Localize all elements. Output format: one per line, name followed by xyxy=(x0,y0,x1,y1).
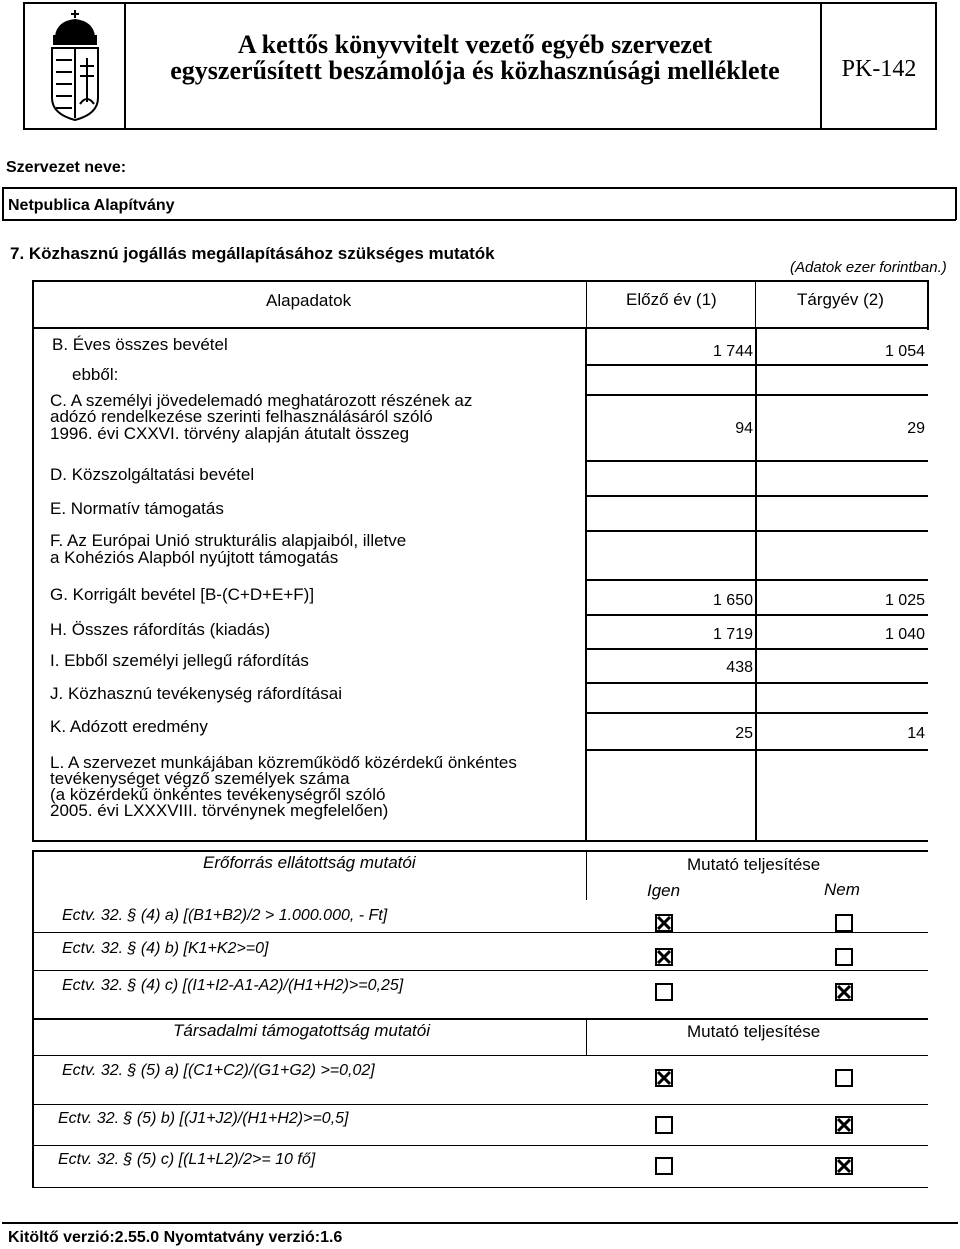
soc-a-no-checkbox[interactable] xyxy=(835,1069,853,1087)
row-label-l-2: tevékenységet végző személyek száma xyxy=(50,769,350,788)
social-perf-title: Mutató teljesítése xyxy=(687,1022,821,1041)
resources-no-header: Nem xyxy=(824,880,860,899)
res-row-a-label: Ectv. 32. § (4) a) [(B1+B2)/2 > 1.000.000, - Ft] xyxy=(62,907,388,924)
footer-line xyxy=(2,1222,958,1224)
res-c-yes-checkbox[interactable] xyxy=(655,983,673,1001)
soc-a-yes-checkbox[interactable] xyxy=(655,1069,673,1087)
soc-row-a-label: Ectv. 32. § (5) a) [(C1+C2)/(G1+G2) >=0,02] xyxy=(62,1062,375,1079)
res-c-no-checkbox[interactable] xyxy=(835,983,853,1001)
checkmark-x-icon xyxy=(837,1159,851,1173)
table-bottom xyxy=(32,840,586,842)
soc-c-yes-checkbox[interactable] xyxy=(655,1157,673,1175)
row-label-l-1: L. A szervezet munkájában közreműködő közérdekű önkéntes xyxy=(50,753,517,772)
form-title-line2: egyszerűsített beszámolója és közhasznúsági melléklete xyxy=(170,56,780,85)
row-line xyxy=(586,712,928,714)
row-line xyxy=(586,749,928,751)
row-line xyxy=(586,364,928,366)
col-divider-base xyxy=(586,280,587,328)
resources-yes-header: Igen xyxy=(647,881,681,900)
row-g-curr: 1 025 xyxy=(884,592,925,609)
resources-perf-title: Mutató teljesítése xyxy=(687,855,821,874)
res-row-line xyxy=(32,932,928,933)
social-header-line xyxy=(32,1055,928,1056)
row-k-prev: 25 xyxy=(735,725,753,742)
row-label-g: G. Korrigált bevétel [B-(C+D+E+F)] xyxy=(50,585,315,604)
col-header-curr: Tárgyév (2) xyxy=(797,290,884,309)
row-line xyxy=(586,530,928,532)
row-line xyxy=(586,840,928,842)
row-label-h: H. Összes ráfordítás (kiadás) xyxy=(50,620,271,639)
table-header-bottom xyxy=(32,327,928,329)
soc-c-no-checkbox[interactable] xyxy=(835,1157,853,1175)
footer-version: Kitöltő verzió:2.55.0 Nyomtatvány verzió:1.6 xyxy=(8,1229,343,1246)
hungarian-coat-of-arms-icon xyxy=(44,6,106,124)
checkmark-x-icon xyxy=(837,1118,851,1132)
row-i-prev: 438 xyxy=(726,659,753,676)
row-c-prev: 94 xyxy=(735,420,753,437)
res-row-c-label: Ectv. 32. § (4) c) [(I1+I2-A1-A2)/(H1+H2)>=0,25] xyxy=(62,977,404,994)
row-line xyxy=(586,460,928,462)
social-left xyxy=(32,1018,34,1188)
col-divider-prev xyxy=(755,280,756,328)
res-a-no-checkbox[interactable] xyxy=(835,914,853,932)
soc-b-yes-checkbox[interactable] xyxy=(655,1116,673,1134)
res-a-yes-checkbox[interactable] xyxy=(655,914,673,932)
soc-row-line xyxy=(32,1145,928,1146)
resources-top xyxy=(32,850,928,852)
resources-left xyxy=(32,850,34,1020)
org-box-right xyxy=(955,187,957,220)
checkmark-x-icon xyxy=(657,1071,671,1085)
form-title-line1: A kettős könyvvitelt vezető egyéb szervezet xyxy=(237,30,713,59)
row-c-curr: 29 xyxy=(907,420,925,437)
res-row-line xyxy=(32,970,928,971)
soc-row-line xyxy=(32,1104,928,1105)
row-line xyxy=(586,614,928,616)
org-name-value: Netpublica Alapítvány xyxy=(8,197,175,214)
row-line xyxy=(586,682,928,684)
row-label-l-3: (a közérdekű önkéntes tevékenységről szóló xyxy=(50,785,386,804)
row-line xyxy=(586,648,928,650)
checkmark-x-icon xyxy=(657,950,671,964)
row-label-i: I. Ebből személyi jellegű ráfordítás xyxy=(50,651,309,670)
row-label-l-4: 2005. évi LXXXVIII. törvénynek megfelelően) xyxy=(50,801,389,820)
table-left xyxy=(32,280,34,840)
row-label-j: J. Közhasznú tevékenység ráfordításai xyxy=(50,684,342,703)
header-divider-left xyxy=(124,2,126,130)
res-row-b-label: Ectv. 32. § (4) b) [K1+K2>=0] xyxy=(62,940,269,957)
unit-note: (Adatok ezer forintban.) xyxy=(790,259,947,276)
row-b-prev: 1 744 xyxy=(712,343,753,360)
social-top xyxy=(32,1018,928,1020)
row-line xyxy=(586,495,928,497)
row-h-prev: 1 719 xyxy=(712,626,753,643)
row-line xyxy=(586,394,928,396)
row-label-f-2: a Kohéziós Alapból nyújtott támogatás xyxy=(50,548,339,567)
row-line xyxy=(586,579,928,581)
org-box-top xyxy=(2,187,956,189)
res-b-yes-checkbox[interactable] xyxy=(655,948,673,966)
row-label-f-1: F. Az Európai Unió strukturális alapjaiból, illetve xyxy=(50,531,407,550)
row-label-b: B. Éves összes bevétel xyxy=(52,335,228,354)
row-label-c-3: 1996. évi CXXVI. törvény alapján átutalt összeg xyxy=(50,424,410,443)
social-title: Társadalmi támogatottság mutatói xyxy=(173,1021,431,1040)
section-title: 7. Közhasznú jogállás megállapításához szükséges mutatók xyxy=(10,244,495,263)
value-col-mid xyxy=(755,327,757,842)
table-top xyxy=(32,280,928,282)
org-name-label: Szervezet neve: xyxy=(6,159,127,176)
soc-row-line xyxy=(32,1187,928,1188)
row-k-curr: 14 xyxy=(907,725,925,742)
org-box-left xyxy=(2,187,4,220)
col-header-prev: Előző év (1) xyxy=(626,290,717,309)
col-header-base: Alapadatok xyxy=(266,291,352,310)
form-code: PK-142 xyxy=(841,56,917,82)
social-mid xyxy=(586,1018,587,1056)
soc-row-b-label: Ectv. 32. § (5) b) [(J1+J2)/(H1+H2)>=0,5] xyxy=(58,1110,349,1127)
row-g-prev: 1 650 xyxy=(712,592,753,609)
row-label-c-1: C. A személyi jövedelemadó meghatározott részének az xyxy=(50,391,473,410)
soc-row-c-label: Ectv. 32. § (5) c) [(L1+L2)/2>= 10 fő] xyxy=(58,1151,316,1168)
checkmark-x-icon xyxy=(837,985,851,999)
resources-title: Erőforrás ellátottság mutatói xyxy=(203,853,416,872)
checkmark-x-icon xyxy=(657,916,671,930)
res-b-no-checkbox[interactable] xyxy=(835,948,853,966)
row-label-e: E. Normatív támogatás xyxy=(50,499,224,518)
soc-b-no-checkbox[interactable] xyxy=(835,1116,853,1134)
org-box-bottom xyxy=(2,219,956,221)
resources-mid xyxy=(586,850,587,900)
row-b-curr: 1 054 xyxy=(884,343,925,360)
row-label-ebbol: ebből: xyxy=(72,365,119,384)
table-right xyxy=(927,280,929,330)
row-h-curr: 1 040 xyxy=(884,626,925,643)
value-col-left xyxy=(585,327,587,842)
row-label-c-2: adózó rendelkezése szerinti felhasználásáról szóló xyxy=(50,407,433,426)
row-label-d: D. Közszolgáltatási bevétel xyxy=(50,465,255,484)
row-label-k: K. Adózott eredmény xyxy=(50,717,208,736)
